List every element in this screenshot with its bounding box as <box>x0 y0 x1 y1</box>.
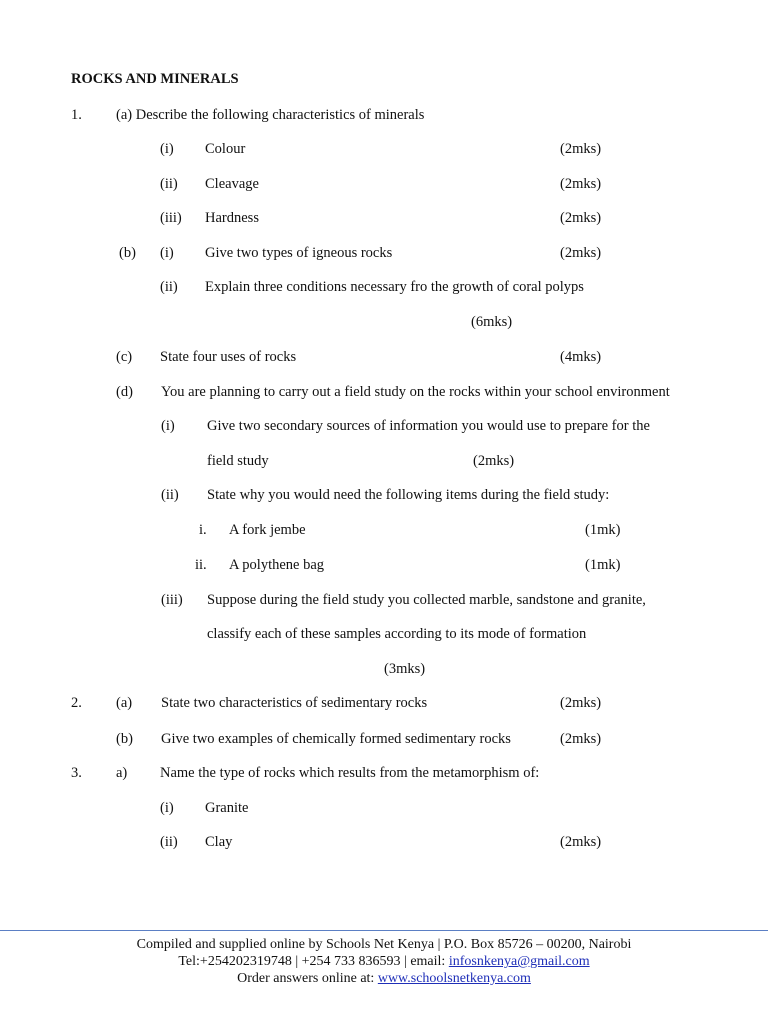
q3-item-label: (i) <box>160 800 174 816</box>
q1a-item-label: (ii) <box>160 176 178 192</box>
footer-line-1: Compiled and supplied online by Schools Net Kenya | P.O. Box 85726 – 00200, Nairobi <box>136 937 632 952</box>
q3a-text: Name the type of rocks which results from the metamorphism of: <box>160 765 540 781</box>
q1a-item-label: (i) <box>160 141 174 157</box>
footer-line-3 <box>0 970 768 987</box>
q3-item-marks: (2mks) <box>560 834 602 850</box>
q1d-iii-label: (iii) <box>161 592 183 608</box>
q1c-marks: (4mks) <box>560 349 602 365</box>
q1a-item-label: (iii) <box>160 210 182 226</box>
q1d-i-line1: Give two secondary sources of information you would use to prepare for the <box>207 418 650 434</box>
q1b-i-label: (i) <box>160 245 174 261</box>
q1d-ii-item-label: ii. <box>195 557 207 573</box>
q1d-ii-item-text: A fork jembe <box>229 522 306 538</box>
q1d-label: (d) <box>116 384 133 400</box>
q1b-ii-label: (ii) <box>160 279 178 295</box>
q2b-marks: (2mks) <box>560 731 602 747</box>
q2a-label: (a) <box>116 695 133 711</box>
q1d-i-marks: (2mks) <box>473 453 515 469</box>
footer-divider <box>0 930 768 931</box>
q1a-item-marks: (2mks) <box>560 210 602 226</box>
q1d-ii-item-label: i. <box>199 522 207 538</box>
q3-item-label: (ii) <box>160 834 178 850</box>
q1d-i-line2: field study <box>207 453 269 469</box>
q1d-ii-label: (ii) <box>161 487 179 503</box>
q2b-text: Give two examples of chemically formed sedimentary rocks <box>161 731 511 747</box>
q3a-label: a) <box>116 765 128 781</box>
question-3-number: 3. <box>71 765 82 781</box>
q2a-text: State two characteristics of sedimentary rocks <box>161 695 428 711</box>
q1d-ii-item-text: A polythene bag <box>229 557 325 573</box>
q1d-ii-text: State why you would need the following items during the field study: <box>207 487 610 503</box>
footer-line-2 <box>0 953 768 970</box>
q1d-iii-marks: (3mks) <box>384 661 426 677</box>
q1b-i-text: Give two types of igneous rocks <box>205 245 393 261</box>
footer-email-link[interactable]: infosnkenya@gmail.com <box>448 954 590 969</box>
q1d-ii-item-marks: (1mk) <box>585 557 621 573</box>
page-title: ROCKS AND MINERALS <box>71 71 239 87</box>
question-1a-intro: (a) Describe the following characteristics of minerals <box>116 107 425 123</box>
q2b-label: (b) <box>116 731 133 747</box>
footer-order-text: Order answers online at: <box>237 971 378 986</box>
q3-item-text: Granite <box>205 800 249 816</box>
q1b-ii-marks: (6mks) <box>471 314 513 330</box>
q1a-item-text: Cleavage <box>205 176 259 192</box>
q1c-label: (c) <box>116 349 133 365</box>
q1b-i-marks: (2mks) <box>560 245 602 261</box>
q1a-item-text: Colour <box>205 141 246 157</box>
footer-website-link[interactable]: www.schoolsnetkenya.com <box>377 971 531 986</box>
q1a-item-marks: (2mks) <box>560 141 602 157</box>
question-1-number: 1. <box>71 107 82 123</box>
question-2-number: 2. <box>71 695 82 711</box>
q1a-item-marks: (2mks) <box>560 176 602 192</box>
q3-item-text: Clay <box>205 834 233 850</box>
q1d-iii-line1: Suppose during the field study you collected marble, sandstone and granite, <box>207 592 646 608</box>
q1b-ii-text: Explain three conditions necessary fro the growth of coral polyps <box>205 279 584 295</box>
footer-phone-text: Tel:+254202319748 | +254 733 836593 | email: <box>178 954 449 969</box>
q1d-i-label: (i) <box>161 418 175 434</box>
q1c-text: State four uses of rocks <box>160 349 297 365</box>
q1d-text: You are planning to carry out a field study on the rocks within your school environment <box>161 384 670 400</box>
q1a-item-text: Hardness <box>205 210 259 226</box>
q1d-ii-item-marks: (1mk) <box>585 522 621 538</box>
q2a-marks: (2mks) <box>560 695 602 711</box>
q1d-iii-line2: classify each of these samples according to its mode of formation <box>207 626 587 642</box>
q1b-label: (b) <box>119 245 136 261</box>
